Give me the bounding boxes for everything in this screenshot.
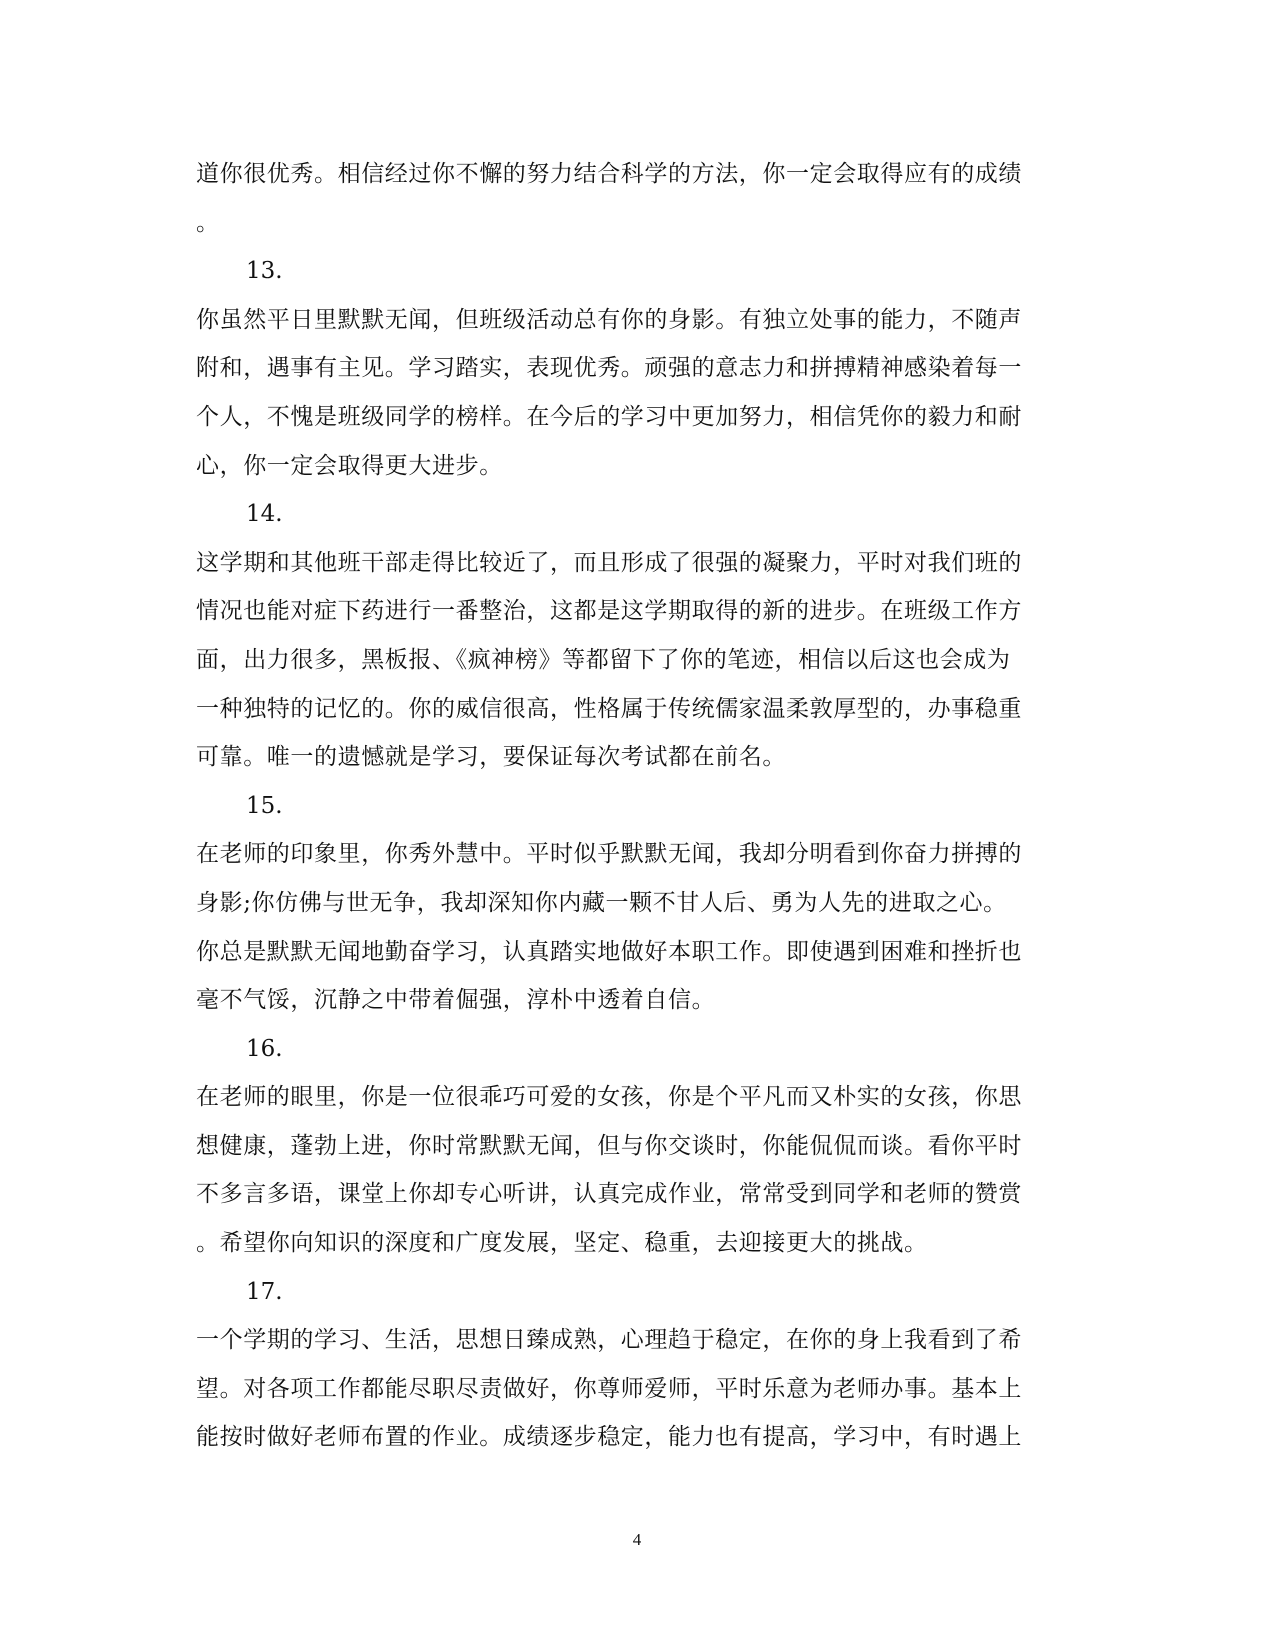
text-line: 望。对各项工作都能尽职尽责做好，你尊师爱师，平时乐意为老师办事。基本上 <box>196 1375 1022 1402</box>
text-line: 这学期和其他班干部走得比较近了，而且形成了很强的凝聚力，平时对我们班的 <box>196 549 1022 576</box>
text-line: 想健康，蓬勃上进，你时常默默无闻，但与你交谈时，你能侃侃而谈。看你平时 <box>196 1132 1022 1159</box>
text-line: 道你很优秀。相信经过你不懈的努力结合科学的方法，你一定会取得应有的成绩 <box>196 161 1022 187</box>
text-line: 不多言多语，课堂上你却专心听讲，认真完成作业，常常受到同学和老师的赞赏 <box>196 1181 1022 1208</box>
text-line: 你总是默默无闻地勤奋学习，认真踏实地做好本职工作。即使遇到困难和挫折也 <box>196 938 1022 965</box>
text-line: 个人，不愧是班级同学的榜样。在今后的学习中更加努力，相信凭你的毅力和耐 <box>196 403 1022 430</box>
text-line: 附和，遇事有主见。学习踏实，表现优秀。顽强的意志力和拼搏精神感染着每一 <box>196 355 1022 382</box>
text-line: 你虽然平日里默默无闻，但班级活动总有你的身影。有独立处事的能力，不随声 <box>196 306 1022 333</box>
page-body <box>196 150 1076 1462</box>
text-line: 面，出力很多，黑板报、《疯神榜》等都留下了你的笔迹，相信以后这也会成为 <box>196 646 1011 673</box>
text-line: 心，你一定会取得更大进步。 <box>196 452 503 479</box>
text-line: 毫不气馁，沉静之中带着倔强，淳朴中透着自信。 <box>196 987 716 1014</box>
text-line: 。希望你向知识的深度和广度发展，坚定、稳重，去迎接更大的挑战。 <box>196 1230 928 1257</box>
text-line: 在老师的眼里，你是一位很乖巧可爱的女孩，你是个平凡而又朴实的女孩，你思 <box>196 1084 1022 1111</box>
item-number: 16. <box>246 1035 283 1062</box>
text-line: 可靠。唯一的遗憾就是学习，要保证每次考试都在前名。 <box>196 744 786 771</box>
item-number: 17. <box>246 1278 283 1305</box>
item-number: 14. <box>246 501 283 528</box>
item-number: 15. <box>246 792 283 819</box>
item-number: 13. <box>246 258 283 285</box>
page-number: 4 <box>632 1530 642 1549</box>
text-line: 能按时做好老师布置的作业。成绩逐步稳定，能力也有提高，学习中，有时遇上 <box>196 1424 1022 1451</box>
text-line: 。 <box>196 209 220 236</box>
text-line: 情况也能对症下药进行一番整治，这都是这学期取得的新的进步。在班级工作方 <box>196 598 1022 625</box>
text-line: 一种独特的记忆的。你的威信很高，性格属于传统儒家温柔敦厚型的，办事稳重 <box>196 695 1022 722</box>
text-line: 身影;你仿佛与世无争，我却深知你内藏一颗不甘人后、勇为人先的进取之心。 <box>196 889 1007 916</box>
text-line: 一个学期的学习、生活，思想日臻成熟，心理趋于稳定，在你的身上我看到了希 <box>196 1327 1022 1354</box>
text-line: 在老师的印象里，你秀外慧中。平时似乎默默无闻，我却分明看到你奋力拼搏的 <box>196 841 1022 868</box>
